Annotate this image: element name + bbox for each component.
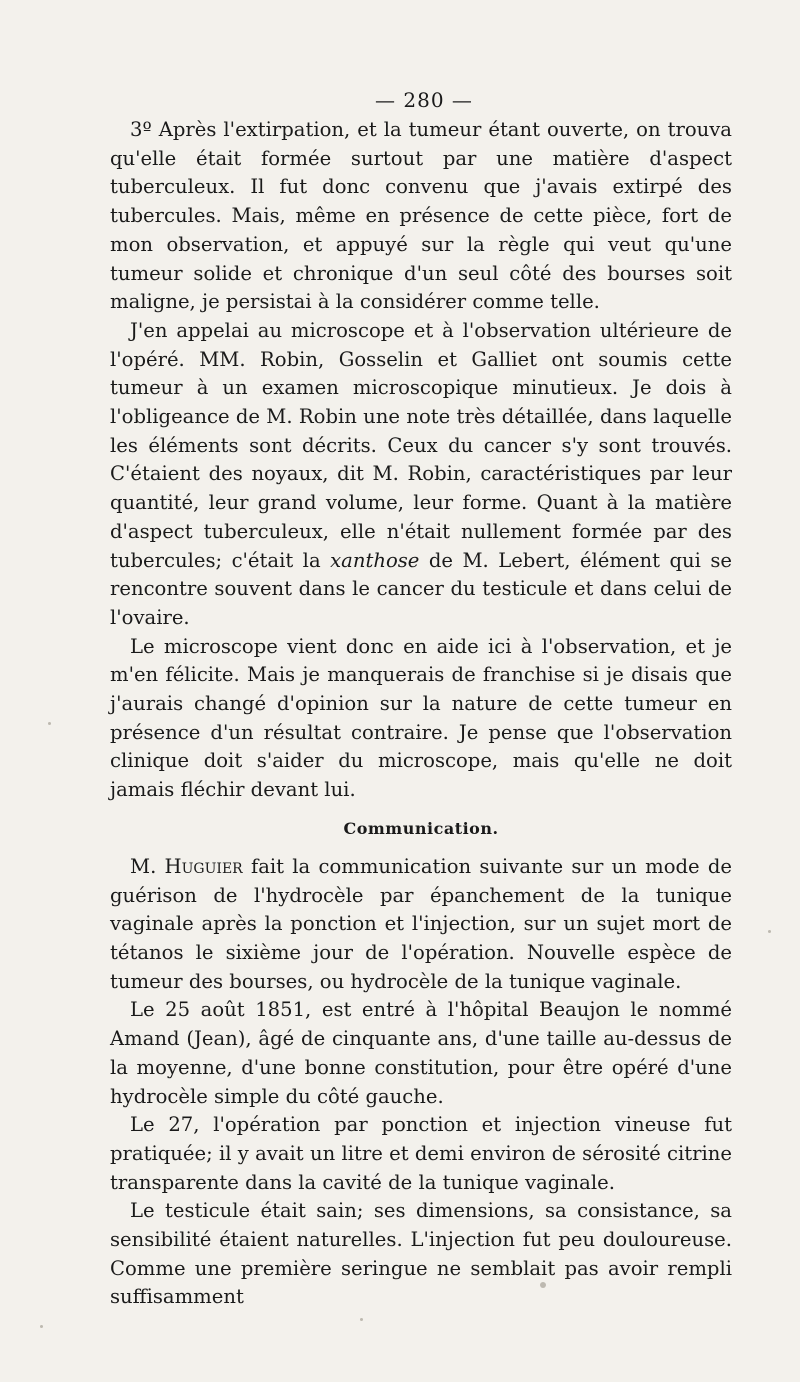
paper-speck [540, 1282, 546, 1288]
paragraph-operation: Le 27, l'opération par ponction et injection vineuse fut pratiquée; il y avait un litre et demi environ de sérosité citrine transparente dans la cavité de la tunique vaginale. [110, 1113, 732, 1194]
paragraph-patient-admission: Le 25 août 1851, est entré à l'hôpital Beaujon le nommé Amand (Jean), âgé de cinquante ans, d'une taille au-dessus de la moyenne, d'une bonne constitution, pour être opéré d'une hydrocèle simple du côté gauche. [110, 998, 732, 1108]
paragraph-huguier [110, 853, 732, 997]
paper-speck [48, 722, 51, 725]
paragraph-microscope-exam-text-after: de M. Lebert, élément qui se rencontre souvent dans le cancer du testicule et dans celui de l'ovaire. [110, 548, 732, 629]
author-name: Huguier [164, 854, 243, 878]
paper-speck [360, 1318, 363, 1321]
paper-speck [768, 930, 771, 933]
paragraph-huguier-prefix: M. [130, 854, 157, 878]
paragraph-extirpation: 3º Après l'extirpation, et la tumeur étant ouverte, on trouva qu'elle était formée surtout par une matière d'aspect tuberculeux. Il fut donc convenu que j'avais extirpé des tubercules. Mais, même en présence de cette pièce, fort de mon observation, et appuyé sur la règle qui veut qu'une tumeur solide et chronique d'un seul côté des bourses soit maligne, je persistai à la considérer comme telle. [110, 118, 732, 314]
paragraph-conclusion: Le microscope vient donc en aide ici à l'observation, et je m'en félicite. Mais je manquerais de franchise si je disais que j'aurais changé d'opinion sur la nature de cette tumeur en présence d'un résultat contraire. Je pense que l'observation clinique doit s'aider du microscope, mais qu'elle ne doit jamais fléchir devant lui. [110, 634, 732, 802]
section-heading: Communication. [343, 818, 499, 838]
paragraph-microscope-exam-text: J'en appelai au microscope et à l'observation ultérieure de l'opéré. MM. Robin, Gosselin et Galliet ont soumis cette tumeur à un examen microscopique minutieux. Je dois à l'obligeance de M. Robin une note très détaillée, dans laquelle les éléments sont décrits. Ceux du cancer s'y sont trouvés. C'étaient des noyaux, dit M. Robin, caractéristiques par leur quantité, leur grand volume, leur forme. Quant à la matière d'aspect tuberculeux, elle n'était nullement formée par des tubercules; c'était la [110, 318, 732, 572]
page-number: — 280 — [375, 88, 473, 112]
paragraph-testicle: Le testicule était sain; ses dimensions, sa consistance, sa sensibilité étaient naturelles. L'injection fut peu douloureuse. Comme une première seringue ne semblait pas avoir rempli suffisamment [110, 1199, 732, 1309]
paragraph-huguier-text: fait la communication suivante sur un mode de guérison de l'hydrocèle par épanchement de la tunique vaginale après la ponction et l'injection, sur un sujet mort de tétanos le sixième jour de l'opération. Nouvelle espèce de tumeur des bourses, ou hydrocèle de la tunique vaginale. [110, 854, 733, 993]
xanthose-term: xanthose [330, 548, 420, 572]
page-body [110, 116, 732, 1312]
paper-speck [40, 1325, 43, 1328]
paragraph-microscope-exam [110, 317, 732, 633]
